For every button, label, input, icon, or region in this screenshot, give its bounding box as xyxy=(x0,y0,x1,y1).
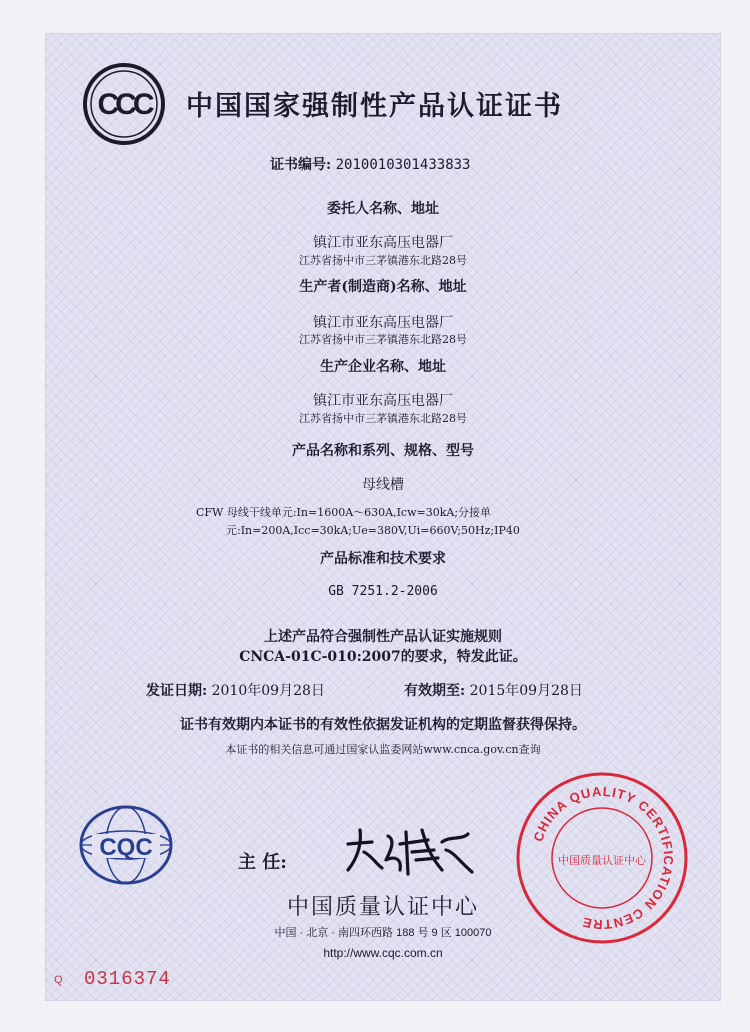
serial-number: 0316374 xyxy=(84,968,171,990)
certificate-number-label: 证书编号: xyxy=(270,157,332,173)
issue-date-value: 2010年09月28日 xyxy=(211,683,325,699)
product-name: 母线槽 xyxy=(362,477,404,493)
product-heading: 产品名称和系列、规格、型号 xyxy=(292,443,474,459)
cqc-logo-text: CQC xyxy=(99,834,153,861)
certificate-title: 中国国家强制性产品认证证书 xyxy=(186,91,563,122)
certificate-number xyxy=(270,154,470,174)
validity-note: 证书有效期内本证书的有效性依据发证机构的定期监督获得保持。 xyxy=(180,717,586,733)
ccc-logo-icon xyxy=(82,62,166,146)
product-spec-line2: 元:In=200A,Icc=30kA;Ue=380V,Ui=660V;50Hz;IP40 xyxy=(226,524,520,537)
issuer-name: 中国质量认证中心 xyxy=(286,894,479,919)
manufacturer-name: 镇江市亚东高压电器厂 xyxy=(313,315,453,331)
seal-ring-text: CHINA QUALITY CERTIFICATION CENTRE xyxy=(530,783,677,933)
factory-name: 镇江市亚东高压电器厂 xyxy=(313,393,453,409)
client-name: 镇江市亚东高压电器厂 xyxy=(313,235,453,251)
certificate-number-value: 2010010301433833 xyxy=(335,157,471,173)
standard-heading: 产品标准和技术要求 xyxy=(320,551,446,567)
manufacturer-heading: 生产者(制造商)名称、地址 xyxy=(299,279,467,295)
standard-value: GB 7251.2-2006 xyxy=(328,584,438,599)
cqc-logo-icon xyxy=(78,804,174,886)
query-note: 本证书的相关信息可通过国家认监委网站www.cnca.gov.cn查询 xyxy=(225,743,541,756)
factory-heading: 生产企业名称、地址 xyxy=(320,359,446,375)
factory-address: 江苏省扬中市三茅镇港东北路28号 xyxy=(299,412,467,425)
serial-prefix: Q xyxy=(54,974,63,986)
expiry-date xyxy=(404,680,583,700)
expiry-date-value: 2015年09月28日 xyxy=(469,683,583,699)
manufacturer-address: 江苏省扬中市三茅镇港东北路28号 xyxy=(299,333,467,346)
director-signature-icon xyxy=(342,822,478,880)
conformity-line1: 上述产品符合强制性产品认证实施规则 xyxy=(264,629,502,645)
client-address: 江苏省扬中市三茅镇港东北路28号 xyxy=(299,254,467,267)
client-heading: 委托人名称、地址 xyxy=(327,201,439,217)
expiry-date-label: 有效期至: xyxy=(404,683,466,699)
signature-label: 主 任: xyxy=(238,852,287,873)
ccc-logo-text: CCC xyxy=(97,88,151,121)
conformity-line2: CNCA-01C-010:2007的要求，特发此证。 xyxy=(239,649,527,665)
issue-date xyxy=(146,680,325,700)
issue-date-label: 发证日期: xyxy=(146,683,208,699)
product-spec-line1: CFW 母线干线单元:In=1600A～630A,Icw=30kA;分接单 xyxy=(196,506,492,519)
issuer-website: http://www.cqc.com.cn xyxy=(323,946,443,960)
issuer-address: 中国 · 北京 · 南四环西路 188 号 9 区 100070 xyxy=(274,927,492,939)
seal-inner-text: 中国质量认证中心 xyxy=(558,854,646,867)
certificate-sheet xyxy=(46,34,720,1000)
certification-seal-icon xyxy=(514,770,690,946)
